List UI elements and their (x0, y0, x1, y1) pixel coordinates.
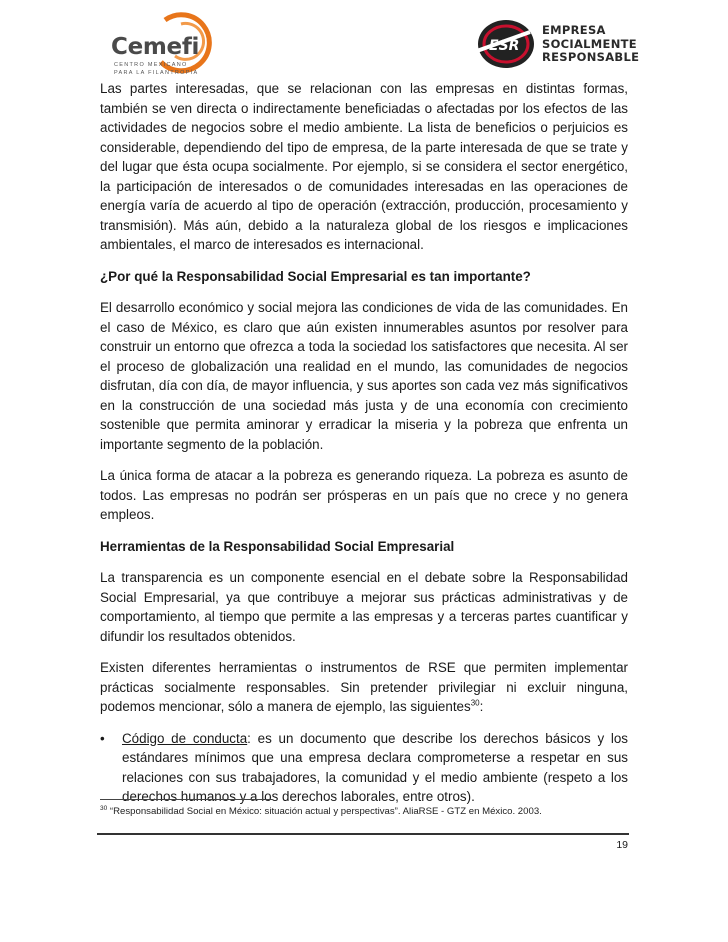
page-number: 19 (616, 839, 628, 851)
list-item-code-of-conduct (100, 729, 628, 807)
esr-badge-icon (470, 18, 536, 70)
heading-tools: Herramientas de la Responsabilidad Social Empresarial (100, 538, 455, 554)
page-header (0, 0, 728, 80)
esr-logo (470, 14, 640, 74)
cemefi-subtitle-2: PARA LA FILANTROPÍA (114, 70, 199, 76)
bullet-term: Código de conducta (122, 730, 248, 746)
page-body (100, 79, 628, 819)
cemefi-subtitle-1: CENTRO MEXICANO (114, 62, 188, 68)
bullet-icon: • (100, 730, 105, 746)
paragraph-transparency: La transparencia es un componente esencial en el debate sobre la Responsabilidad Social Empresarial, ya que contribuye a mejorar sus prácticas administrativas y de comportamiento, al tiempo que permite a las empresas y a terceras partes cuantificar y difundir los resultados obtenidos. (100, 570, 628, 644)
footnote-divider (100, 799, 272, 800)
paragraph-stakeholders: Las partes interesadas, que se relacionan con las empresas en distintas formas, también se ven directa o indirectamente beneficiadas o afectadas por los efectos de las actividades de negocios sobre el medio ambiente. La lista de beneficios o perjuicios es considerable, dependiendo del tipo de empresa, de la parte interesada de que se trate y del lugar que ésta ocupa socialmente. Por ejemplo, si se considera el sector energético, la participación de interesados o de comunidades interesadas en las operaciones de energía varía de acuerdo al tipo de operación (extracción, producción, procesamiento y transmisión). Más aún, debido a la naturaleza global de los riesgos e implicaciones ambientales, el marco de interesados es internacional. (100, 81, 628, 252)
esr-line-1: EMPRESA (542, 23, 606, 37)
bullet-description: : es un documento que describe los derechos básicos y los estándares mínimos que una empresa declara comprometerse a respetar en sus relaciones con sus trabajadores, la comunidad y el medio ambiente (respeto a los derechos humanos y a los derechos laborales, entre otros). (122, 730, 628, 804)
heading-importance: ¿Por qué la Responsabilidad Social Empresarial es tan importante? (100, 268, 531, 284)
footnote-ref[interactable]: 30 (470, 698, 480, 708)
paragraph-instruments (100, 658, 628, 717)
footnote-number: 30 (100, 804, 108, 812)
esr-line-2: SOCIALMENTE (542, 36, 637, 51)
cemefi-name: Cemefi (111, 34, 200, 60)
footnote-text: “Responsabilidad Social en México: situación actual y perspectivas”. AliaRSE - GTZ en México. 2003. (107, 806, 542, 817)
esr-badge-text: ESR (489, 38, 520, 54)
paragraph-poverty: La única forma de atacar a la pobreza es generando riqueza. La pobreza es asunto de todos. Las empresas no podrán ser prósperas en un país que no crece y no genera empleos. (100, 468, 628, 522)
paragraph-instruments-end: : (479, 699, 484, 714)
footer-divider (97, 833, 629, 835)
esr-line-3: RESPONSABLE (542, 50, 640, 64)
footnote (100, 806, 628, 817)
paragraph-development: El desarrollo económico y social mejora las condiciones de vida de las comunidades. En el caso de México, es claro que aún existen innumerables asuntos por resolver para construir un entorno que ofrezca a toda la sociedad los satisfactores que necesita. Al ser el proceso de globalización una realidad en el mundo, las comunidades de negocios disfrutan, día con día, de mayor influencia, y sus aportes son cada vez más significativos en la construcción de una sociedad más justa y de una economía con crecimiento sostenible que permita aminorar y erradicar la miseria y la pobreza que enfrenta un importante segmento de la población. (100, 300, 628, 452)
esr-wordmark (542, 24, 639, 65)
paragraph-instruments-text: Existen diferentes herramientas o instrumentos de RSE que permiten implementar prácticas socialmente responsables. Sin pretender privilegiar ni excluir ninguna, podemos mencionar, sólo a manera de ejemplo, las siguientes (100, 660, 628, 714)
cemefi-logo (104, 12, 214, 82)
